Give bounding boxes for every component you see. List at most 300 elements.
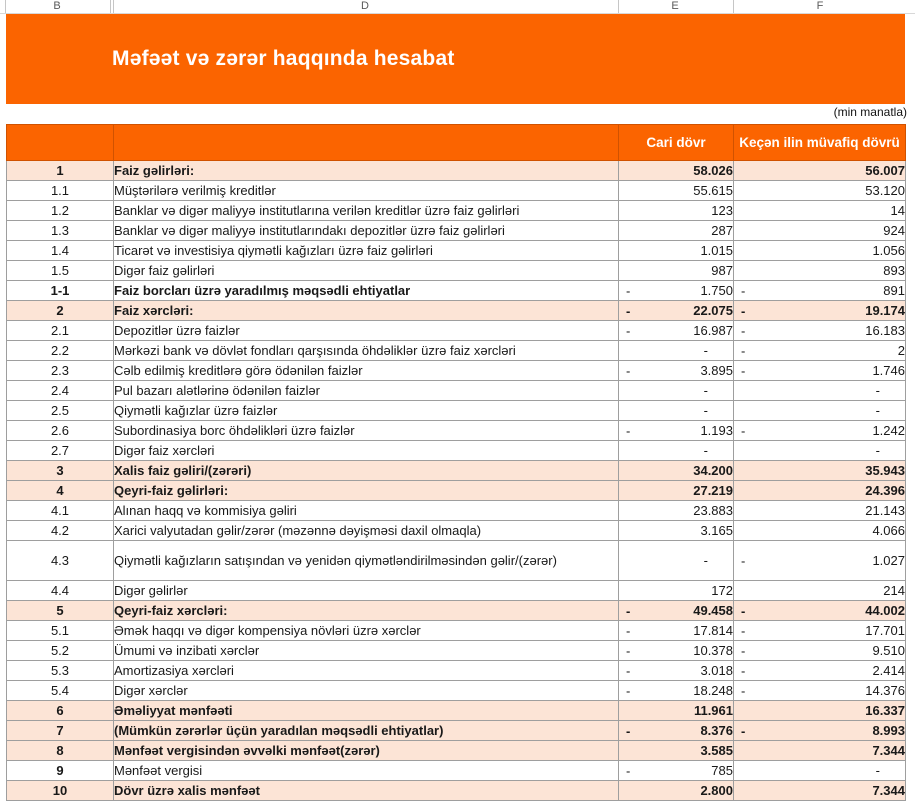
row-label: Xalis faiz gəliri/(zərəri) xyxy=(114,462,252,478)
value-previous[interactable] xyxy=(734,601,906,621)
table-row xyxy=(7,241,906,261)
value-text: - xyxy=(703,443,708,458)
row-label: Banklar və digər maliyyə institutlarına verilən kreditlər üzrə faiz gəlirləri xyxy=(114,202,520,218)
value-text: - xyxy=(875,763,880,778)
row-label: Mənfəət vergisindən əvvəlki mənfəət(zərər) xyxy=(114,742,380,758)
value-current[interactable] xyxy=(619,441,734,461)
row-label: Digər gəlirlər xyxy=(114,582,188,598)
row-label-cell[interactable] xyxy=(114,581,619,601)
value-text: 23.883 xyxy=(693,503,733,518)
minus-sign: - xyxy=(626,603,631,618)
value-current[interactable] xyxy=(619,761,734,781)
value-text: 3.895 xyxy=(700,363,733,378)
row-label: Pul bazarı alətlərinə ödənilən faizlər xyxy=(114,382,320,398)
row-num-cell[interactable] xyxy=(7,641,114,661)
minus-sign: - xyxy=(626,423,631,438)
value-text: 172 xyxy=(711,583,733,598)
row-num-cell[interactable] xyxy=(7,301,114,321)
row-label-cell[interactable] xyxy=(114,241,619,261)
row-label-cell[interactable] xyxy=(114,761,619,781)
value-text: 2.800 xyxy=(700,783,733,798)
value-current[interactable] xyxy=(619,621,734,641)
value-current[interactable] xyxy=(619,241,734,261)
value-previous[interactable] xyxy=(734,201,906,221)
value-text: 987 xyxy=(711,263,733,278)
table-row xyxy=(7,641,906,661)
table-row xyxy=(7,501,906,521)
minus-sign: - xyxy=(741,363,746,378)
row-label-cell[interactable] xyxy=(114,361,619,381)
value-current[interactable] xyxy=(619,741,734,761)
row-num-cell[interactable] xyxy=(7,341,114,361)
value-text: 3.018 xyxy=(700,663,733,678)
value-current[interactable] xyxy=(619,581,734,601)
value-text: 58.026 xyxy=(693,163,733,178)
row-label-cell[interactable] xyxy=(114,221,619,241)
value-text: 17.701 xyxy=(865,623,905,638)
value-current[interactable] xyxy=(619,541,734,581)
minus-sign: - xyxy=(626,663,631,678)
row-num: 5.3 xyxy=(50,663,70,678)
row-num-cell[interactable] xyxy=(7,681,114,701)
value-current[interactable] xyxy=(619,601,734,621)
table-row xyxy=(7,581,906,601)
value-previous[interactable] xyxy=(734,461,906,481)
value-previous[interactable] xyxy=(734,541,906,581)
row-label-cell[interactable] xyxy=(114,481,619,501)
value-previous[interactable] xyxy=(734,161,906,181)
value-current[interactable] xyxy=(619,481,734,501)
row-num-cell[interactable] xyxy=(7,761,114,781)
row-num: 1-1 xyxy=(50,283,70,298)
table-row xyxy=(7,181,906,201)
value-previous[interactable] xyxy=(734,401,906,421)
row-label: Digər xərclər xyxy=(114,682,188,698)
value-current[interactable] xyxy=(619,521,734,541)
value-text: 24.396 xyxy=(865,483,905,498)
value-text: 8.993 xyxy=(872,723,905,738)
minus-sign: - xyxy=(626,303,631,318)
value-text: 9.510 xyxy=(872,643,905,658)
row-label: Müştərilərə verilmiş kreditlər xyxy=(114,182,276,198)
value-previous[interactable] xyxy=(734,521,906,541)
row-num: 4.2 xyxy=(50,523,70,538)
value-text: 1.015 xyxy=(700,243,733,258)
value-previous[interactable] xyxy=(734,581,906,601)
value-text: - xyxy=(703,343,708,358)
table-row xyxy=(7,361,906,381)
value-text: 18.248 xyxy=(693,683,733,698)
row-num: 1.3 xyxy=(50,223,70,238)
report-table-header xyxy=(7,125,906,161)
value-current[interactable] xyxy=(619,261,734,281)
row-num: 2.1 xyxy=(50,323,70,338)
row-num: 4.4 xyxy=(50,583,70,598)
row-num: 1.5 xyxy=(50,263,70,278)
row-num: 2.2 xyxy=(50,343,70,358)
value-current[interactable] xyxy=(619,321,734,341)
table-row xyxy=(7,301,906,321)
row-num-cell[interactable] xyxy=(7,401,114,421)
value-text: 7.344 xyxy=(872,743,905,758)
table-row xyxy=(7,601,906,621)
value-text: 56.007 xyxy=(865,163,905,178)
value-current[interactable] xyxy=(619,781,734,801)
table-row xyxy=(7,481,906,501)
row-num-cell[interactable] xyxy=(7,541,114,581)
minus-sign: - xyxy=(741,723,746,738)
row-label: Faiz gəlirləri: xyxy=(114,162,195,178)
row-num: 2.3 xyxy=(50,363,70,378)
table-row xyxy=(7,281,906,301)
minus-sign: - xyxy=(741,683,746,698)
value-previous[interactable] xyxy=(734,301,906,321)
value-current[interactable] xyxy=(619,341,734,361)
value-previous[interactable] xyxy=(734,741,906,761)
minus-sign: - xyxy=(626,763,631,778)
minus-sign: - xyxy=(741,603,746,618)
report-title: Məfəət və zərər haqqında hesabat xyxy=(112,47,455,70)
value-text: 1.027 xyxy=(872,553,905,568)
value-previous[interactable] xyxy=(734,721,906,741)
value-text: 16.987 xyxy=(693,323,733,338)
row-num-cell[interactable] xyxy=(7,621,114,641)
value-current[interactable] xyxy=(619,661,734,681)
value-text: 14.376 xyxy=(865,683,905,698)
value-text: 891 xyxy=(883,283,905,298)
report-table-body xyxy=(7,161,906,801)
table-row xyxy=(7,521,906,541)
table-row xyxy=(7,661,906,681)
header-current-period[interactable]: Cari dövr xyxy=(619,125,734,161)
row-label-cell[interactable] xyxy=(114,341,619,361)
value-previous[interactable] xyxy=(734,681,906,701)
minus-sign: - xyxy=(741,283,746,298)
row-num: 5 xyxy=(56,603,64,618)
value-previous[interactable] xyxy=(734,381,906,401)
row-label-cell[interactable] xyxy=(114,421,619,441)
row-num: 3 xyxy=(56,463,64,478)
value-text: 2.414 xyxy=(872,663,905,678)
minus-sign: - xyxy=(741,623,746,638)
value-text: 35.943 xyxy=(865,463,905,478)
value-text: - xyxy=(875,383,880,398)
row-num-cell[interactable] xyxy=(7,781,114,801)
value-text: 2 xyxy=(897,343,905,358)
column-letter-b[interactable]: B xyxy=(53,0,61,12)
table-row xyxy=(7,341,906,361)
row-label-cell[interactable] xyxy=(114,741,619,761)
row-num: 5.1 xyxy=(50,623,70,638)
table-row xyxy=(7,381,906,401)
table-row xyxy=(7,461,906,481)
row-label: Əməliyyat mənfəəti xyxy=(114,702,233,718)
value-text: 14 xyxy=(890,203,905,218)
minus-sign: - xyxy=(626,283,631,298)
value-current[interactable] xyxy=(619,421,734,441)
row-num-cell[interactable] xyxy=(7,321,114,341)
row-num-cell[interactable] xyxy=(7,441,114,461)
value-text: 287 xyxy=(711,223,733,238)
value-text: 924 xyxy=(883,223,905,238)
row-num: 5.2 xyxy=(50,643,70,658)
row-num: 1 xyxy=(56,163,64,178)
value-previous[interactable] xyxy=(734,621,906,641)
table-row xyxy=(7,261,906,281)
table-row xyxy=(7,701,906,721)
value-text: 8.376 xyxy=(700,723,733,738)
row-num-cell[interactable] xyxy=(7,581,114,601)
row-num-cell[interactable] xyxy=(7,481,114,501)
row-label-cell[interactable] xyxy=(114,381,619,401)
value-current[interactable] xyxy=(619,281,734,301)
row-label-cell[interactable] xyxy=(114,501,619,521)
value-current[interactable] xyxy=(619,381,734,401)
row-num-cell[interactable] xyxy=(7,201,114,221)
row-num-cell[interactable] xyxy=(7,421,114,441)
minus-sign: - xyxy=(626,323,631,338)
row-label-cell[interactable] xyxy=(114,521,619,541)
value-current[interactable] xyxy=(619,361,734,381)
row-num: 4.1 xyxy=(50,503,70,518)
column-letter-d[interactable]: D xyxy=(361,0,369,12)
row-label: Faiz borcları üzrə yaradılmış məqsədli ehtiyatlar xyxy=(114,282,411,298)
value-previous[interactable] xyxy=(734,641,906,661)
value-previous[interactable] xyxy=(734,361,906,381)
row-label-cell[interactable] xyxy=(114,321,619,341)
row-num-cell[interactable] xyxy=(7,381,114,401)
header-previous-period[interactable]: Keçən ilin müvafiq dövrü xyxy=(734,125,906,161)
row-num: 2.4 xyxy=(50,383,70,398)
value-text: 1.193 xyxy=(700,423,733,438)
row-num: 9 xyxy=(56,763,64,778)
value-text: 3.165 xyxy=(700,523,733,538)
value-text: 27.219 xyxy=(693,483,733,498)
row-label-cell[interactable] xyxy=(114,161,619,181)
row-num-cell[interactable] xyxy=(7,361,114,381)
value-current[interactable] xyxy=(619,181,734,201)
row-label: Ticarət və investisiya qiymətli kağızları üzrə faiz gəlirləri xyxy=(114,242,433,258)
value-text: 21.143 xyxy=(865,503,905,518)
table-row xyxy=(7,741,906,761)
row-num-cell[interactable] xyxy=(7,501,114,521)
value-previous[interactable] xyxy=(734,501,906,521)
row-label-cell[interactable] xyxy=(114,721,619,741)
column-divider xyxy=(110,0,111,13)
value-text: - xyxy=(703,553,708,568)
row-label-cell[interactable] xyxy=(114,261,619,281)
row-label: Alınan haqq və kommisiya gəliri xyxy=(114,502,297,518)
row-num: 2.7 xyxy=(50,443,70,458)
minus-sign: - xyxy=(626,363,631,378)
report-table xyxy=(6,124,906,801)
row-label-cell[interactable] xyxy=(114,781,619,801)
value-previous[interactable] xyxy=(734,221,906,241)
row-label-cell[interactable] xyxy=(114,621,619,641)
value-text: 44.002 xyxy=(865,603,905,618)
row-label-cell[interactable] xyxy=(114,681,619,701)
row-num-cell[interactable] xyxy=(7,261,114,281)
table-row xyxy=(7,721,906,741)
row-label-cell[interactable] xyxy=(114,201,619,221)
value-current[interactable] xyxy=(619,201,734,221)
value-previous[interactable] xyxy=(734,661,906,681)
column-letter-f[interactable]: F xyxy=(816,0,824,12)
row-label-cell[interactable] xyxy=(114,461,619,481)
header-row xyxy=(7,125,906,161)
row-label: Amortizasiya xərcləri xyxy=(114,662,234,678)
value-text: 16.337 xyxy=(865,703,905,718)
value-text: 1.056 xyxy=(872,243,905,258)
row-label: Digər faiz xərcləri xyxy=(114,442,215,458)
value-current[interactable] xyxy=(619,501,734,521)
table-row xyxy=(7,321,906,341)
value-current[interactable] xyxy=(619,301,734,321)
row-label: Cəlb edilmiş kreditlərə görə ödənilən faizlər xyxy=(114,362,363,378)
row-label-cell[interactable] xyxy=(114,541,619,581)
row-num: 5.4 xyxy=(50,683,70,698)
value-text: 3.585 xyxy=(700,743,733,758)
row-label-cell[interactable] xyxy=(114,661,619,681)
title-banner xyxy=(6,14,905,104)
value-text: 17.814 xyxy=(693,623,733,638)
column-header-row xyxy=(0,0,915,14)
row-num-cell[interactable] xyxy=(7,281,114,301)
value-current[interactable] xyxy=(619,721,734,741)
row-label: Əmək haqqı və digər kompensiya növləri üzrə xərclər xyxy=(114,622,421,638)
value-previous[interactable] xyxy=(734,341,906,361)
value-previous[interactable] xyxy=(734,481,906,501)
column-divider xyxy=(113,0,114,13)
row-label: Dövr üzrə xalis mənfəət xyxy=(114,782,260,798)
header-num-cell[interactable] xyxy=(7,125,114,161)
row-label-cell[interactable] xyxy=(114,301,619,321)
minus-sign: - xyxy=(741,323,746,338)
row-label: Banklar və digər maliyyə institutlarındakı depozitlər üzrə faiz gəlirləri xyxy=(114,222,505,238)
column-letter-e[interactable]: E xyxy=(671,0,679,12)
value-previous[interactable] xyxy=(734,281,906,301)
row-label: Mərkəzi bank və dövlət fondları qarşısında öhdəliklər üzrə faiz xərcləri xyxy=(114,342,516,358)
row-label-cell[interactable] xyxy=(114,441,619,461)
value-text: 19.174 xyxy=(865,303,905,318)
column-divider xyxy=(618,0,619,13)
row-num-cell[interactable] xyxy=(7,661,114,681)
row-num: 6 xyxy=(56,703,64,718)
value-previous[interactable] xyxy=(734,421,906,441)
value-previous[interactable] xyxy=(734,761,906,781)
column-divider xyxy=(733,0,734,13)
row-label-cell[interactable] xyxy=(114,701,619,721)
row-label: (Mümkün zərərlər üçün yaradılan məqsədli ehtiyatlar) xyxy=(114,722,444,738)
row-label: Depozitlər üzrə faizlər xyxy=(114,322,240,338)
value-current[interactable] xyxy=(619,701,734,721)
table-row xyxy=(7,401,906,421)
row-label-cell[interactable] xyxy=(114,281,619,301)
value-text: - xyxy=(875,403,880,418)
row-num-cell[interactable] xyxy=(7,741,114,761)
row-label-cell[interactable] xyxy=(114,401,619,421)
value-current[interactable] xyxy=(619,461,734,481)
value-current[interactable] xyxy=(619,641,734,661)
minus-sign: - xyxy=(741,663,746,678)
value-previous[interactable] xyxy=(734,701,906,721)
minus-sign: - xyxy=(741,553,746,568)
value-current[interactable] xyxy=(619,401,734,421)
row-num-cell[interactable] xyxy=(7,461,114,481)
row-num-cell[interactable] xyxy=(7,521,114,541)
minus-sign: - xyxy=(741,643,746,658)
row-label-cell[interactable] xyxy=(114,641,619,661)
row-num: 1.2 xyxy=(50,203,70,218)
row-num-cell[interactable] xyxy=(7,721,114,741)
value-current[interactable] xyxy=(619,161,734,181)
table-row xyxy=(7,161,906,181)
value-current[interactable] xyxy=(619,221,734,241)
row-num: 1.4 xyxy=(50,243,70,258)
row-label: Digər faiz gəlirləri xyxy=(114,262,215,278)
value-previous[interactable] xyxy=(734,321,906,341)
row-label: Qeyri-faiz gəlirləri: xyxy=(114,482,229,498)
row-label-cell[interactable] xyxy=(114,181,619,201)
header-label-cell[interactable] xyxy=(114,125,619,161)
value-text: 55.615 xyxy=(693,183,733,198)
row-num-cell[interactable] xyxy=(7,181,114,201)
table-row xyxy=(7,201,906,221)
value-text: 214 xyxy=(883,583,905,598)
row-num: 2.6 xyxy=(50,423,70,438)
value-text: 1.750 xyxy=(700,283,733,298)
row-num: 2.5 xyxy=(50,403,70,418)
value-text: 34.200 xyxy=(693,463,733,478)
row-num-cell[interactable] xyxy=(7,221,114,241)
table-row xyxy=(7,781,906,801)
value-text: 4.066 xyxy=(872,523,905,538)
value-text: 22.075 xyxy=(693,303,733,318)
value-previous[interactable] xyxy=(734,261,906,281)
table-row xyxy=(7,221,906,241)
value-text: 893 xyxy=(883,263,905,278)
value-text: 10.378 xyxy=(693,643,733,658)
value-previous[interactable] xyxy=(734,181,906,201)
value-text: 7.344 xyxy=(872,783,905,798)
value-previous[interactable] xyxy=(734,441,906,461)
value-text: 1.746 xyxy=(872,363,905,378)
row-label: Subordinasiya borc öhdəlikləri üzrə faizlər xyxy=(114,422,355,438)
table-row xyxy=(7,441,906,461)
row-num: 7 xyxy=(56,723,64,738)
row-num-cell[interactable] xyxy=(7,701,114,721)
table-row xyxy=(7,421,906,441)
table-row xyxy=(7,621,906,641)
value-previous[interactable] xyxy=(734,781,906,801)
row-num-cell[interactable] xyxy=(7,241,114,261)
value-previous[interactable] xyxy=(734,241,906,261)
row-num: 1.1 xyxy=(50,183,70,198)
minus-sign: - xyxy=(626,623,631,638)
row-num: 4.3 xyxy=(50,553,70,568)
value-text: 1.242 xyxy=(872,423,905,438)
value-text: 49.458 xyxy=(693,603,733,618)
row-num: 10 xyxy=(52,783,68,798)
row-label-cell[interactable] xyxy=(114,601,619,621)
row-num-cell[interactable] xyxy=(7,161,114,181)
row-num-cell[interactable] xyxy=(7,601,114,621)
value-text: 11.961 xyxy=(693,703,733,718)
row-label: Xarici valyutadan gəlir/zərər (məzənnə dəyişməsi daxil olmaqla) xyxy=(114,522,482,538)
value-text: 785 xyxy=(711,763,733,778)
value-current[interactable] xyxy=(619,681,734,701)
minus-sign: - xyxy=(626,683,631,698)
